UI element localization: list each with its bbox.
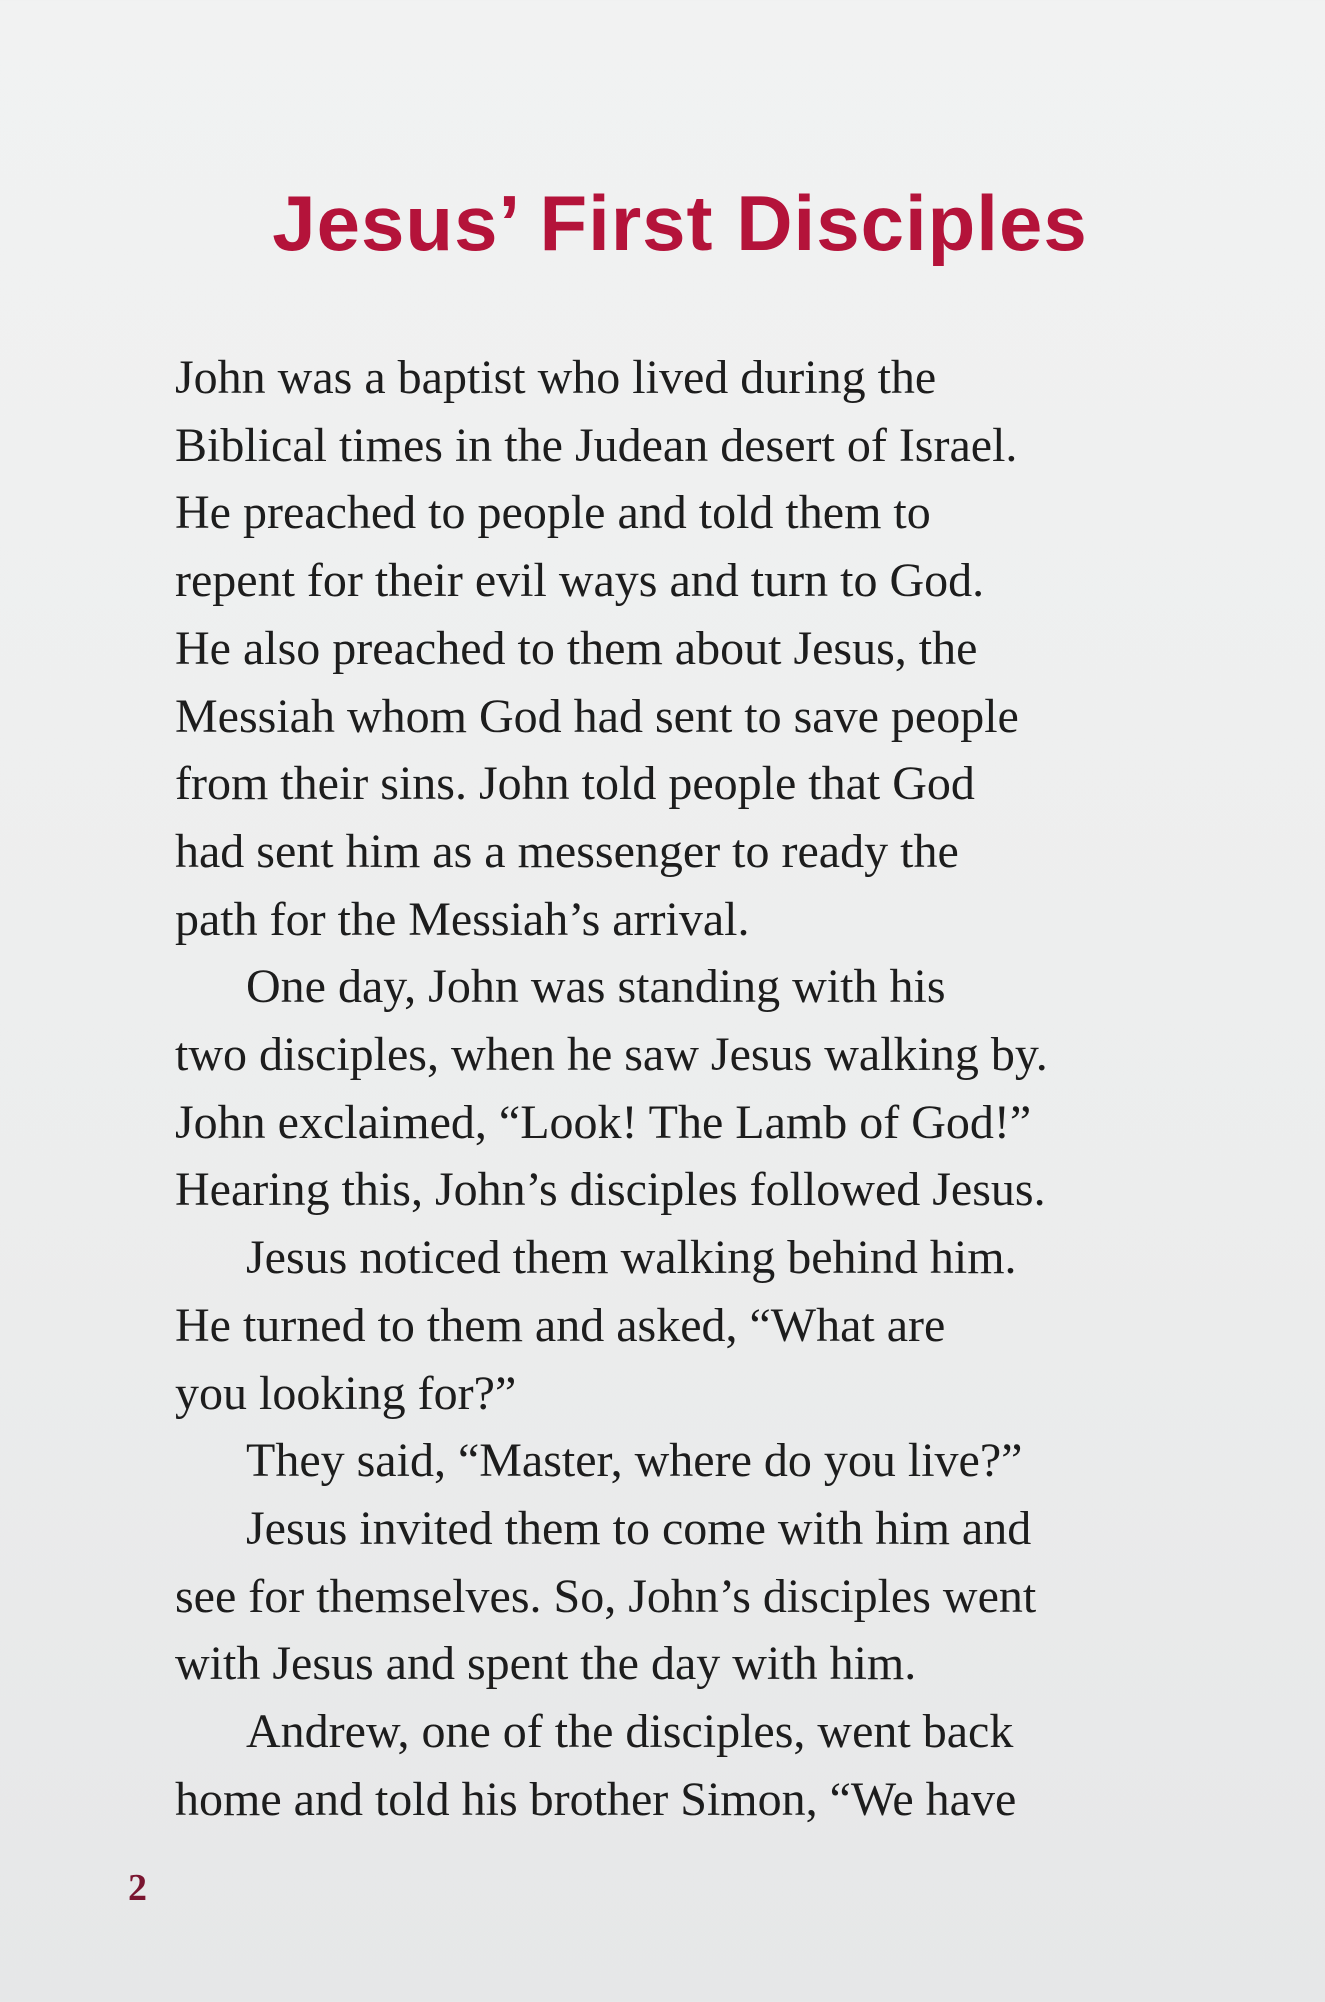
text-line: home and told his brother Simon, “We have	[175, 1772, 1017, 1826]
text-line: He preached to people and told them to	[175, 486, 931, 540]
text-line: Andrew, one of the disciples, went back	[246, 1705, 1014, 1759]
text-line: Messiah whom God had sent to save people	[175, 689, 1019, 743]
text-line: from their sins. John told people that God	[175, 757, 975, 811]
story-text	[175, 344, 1048, 1833]
text-line: John was a baptist who lived during the	[175, 351, 937, 404]
text-line: path for the Messiah’s arrival.	[175, 892, 750, 946]
text-line: He turned to them and asked, “What are	[175, 1298, 946, 1352]
text-line: two disciples, when he saw Jesus walking by.	[175, 1028, 1048, 1082]
text-line: had sent him as a messenger to ready the	[175, 824, 959, 878]
text-line: Jesus invited them to come with him and	[246, 1501, 1032, 1555]
text-line: repent for their evil ways and turn to God.	[175, 554, 985, 608]
text-line: you looking for?”	[175, 1366, 517, 1420]
text-line: Biblical times in the Judean desert of Israel.	[175, 418, 1018, 472]
text-line: He also preached to them about Jesus, the	[175, 621, 978, 675]
text-line: One day, John was standing with his	[246, 960, 946, 1014]
page-title: Jesus’ First Disciples	[272, 179, 1088, 267]
text-line: Jesus noticed them walking behind him.	[246, 1231, 1017, 1285]
text-line: They said, “Master, where do you live?”	[246, 1434, 1023, 1488]
text-line: with Jesus and spent the day with him.	[175, 1637, 917, 1691]
text-line: John exclaimed, “Look! The Lamb of God!”	[175, 1095, 1032, 1149]
text-line: Hearing this, John’s disciples followed Jesus.	[175, 1163, 1046, 1217]
text-line: see for themselves. So, John’s disciples went	[175, 1569, 1037, 1623]
page-number: 2	[128, 1867, 147, 1909]
